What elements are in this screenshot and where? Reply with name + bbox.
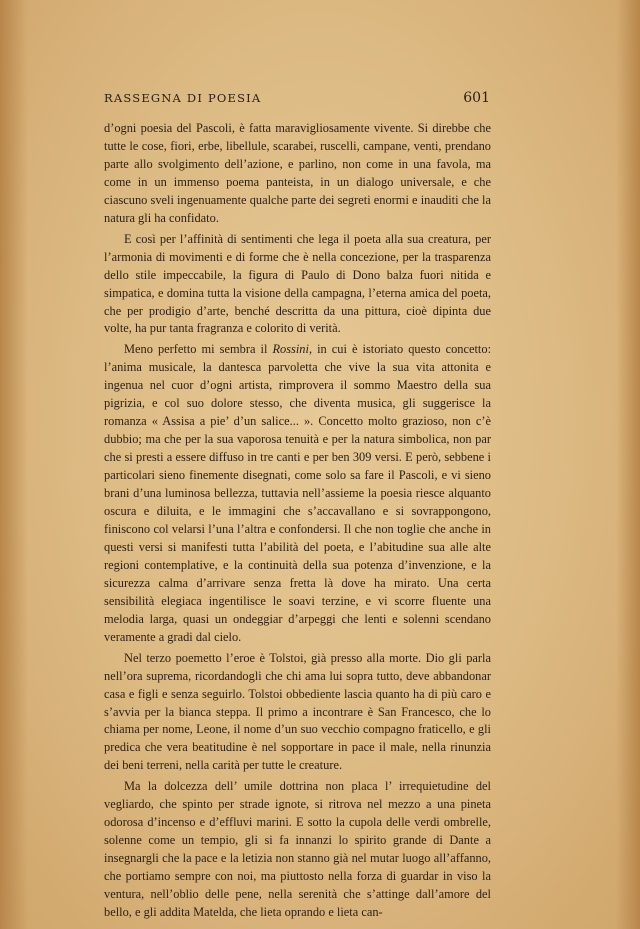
paragraph: Nel terzo poemetto l’eroe è Tolstoi, già presso alla morte. Dio gli parla nell’ora suprema, ricordandogli che chi ama lui sopra tutto, deve abbandonar casa e figli e senza seguirlo. Tolstoi obbediente lascia quanto ha di più caro e s’avvia per la bianca steppa. Il primo a incontrare è San Francesco, che lo chiama per nome, Leone, il nome d’un suo vecchio compagno fraticello, e gli predica che vera beatitudine è nel sopportare in pace il male, nella rinunzia dei beni terreni, nella carità per tutte le creature. <box>104 650 491 773</box>
paragraph <box>104 341 491 646</box>
page-number: 601 <box>463 90 490 106</box>
paragraph-text: in cui è istoriato questo concetto: l’anima musicale, la dantesca parvoletta che vive la sua vita attonita e ingenua nel cuor d’ogni artista, rimprovera il sommo Maestro della sua pigrizia, e col suo dolore stesso, che diventa musica, gli suggerisce la romanza « Assisa a pie’ d’un salice... ». Concetto molto grazioso, non c’è dubbio; ma che per la sua vaporosa tenuità e per la natura simbolica, non par che si presti a essere diffuso in tre canti e per ben 309 versi. E però, sebbene i particolari sieno finemente disegnati, come solo sa fare il Pascoli, e vi sieno brani d’una luminosa bellezza, tuttavia nell’assieme la poesia riesce alquanto oscura e diluita, e le immagini che s’accavallano e si sovrappongono, finiscono col velarsi l’una l’altra e confondersi. Il che non toglie che anche in questi versi si manifesti tutta l’abilità del poeta, e l’abitudine sua alle alte regioni contemplative, e la continuità della sua potenza d’invenzione, e la sicurezza calma d’arrivare senza fretta là dove ha mirato. Una certa sensibilità elegiaca ingentilisce le soavi terzine, e vi scorre fluente una melodia larga, quasi un ondeggiar d’arpeggi che lenti e solenni scendano veramente a gradi dal cielo. <box>104 342 492 644</box>
body-text <box>104 120 491 925</box>
running-head: RASSEGNA DI POESIA <box>104 91 262 105</box>
paragraph-text: Meno perfetto mi sembra il <box>124 342 273 357</box>
page-header <box>104 90 490 106</box>
page-edge-shadow-left <box>0 0 28 929</box>
page-edge-shadow-right <box>616 0 640 929</box>
paragraph: E così per l’affinità di sentimenti che lega il poeta alla sua creatura, per l’armonia di movimenti e di forme che è nella concezione, per la trasparenza dello stile impeccabile, la figura di Paulo di Dono balza fuori nitida e simpatica, e domina tutta la visione della campagna, l’eterna amica del poeta, che per prodigio d’arte, benché descritta da una pittura, cioè dipinta due volte, ha pur tanta fragranza e colorito di verità. <box>104 231 491 336</box>
paragraph: d’ogni poesia del Pascoli, è fatta maravigliosamente vivente. Si direbbe che tutte le cose, fiori, erbe, libellule, scarabei, ruscelli, campane, venti, prendano parte allo svolgimento dell’azione, e parlino, non come in una favola, ma come in un immenso poema panteista, in un dialogo universale, e che ciascuno sveli ingenuamente qualche parte dei segreti enormi e inauditi che la natura gli ha confidato. <box>104 121 491 225</box>
paragraph: Ma la dolcezza dell’ umile dottrina non placa l’ irrequietudine del vegliardo, che spinto per strade ignote, si ritrova nel mezzo a una pineta odorosa d’incenso e d’effluvi marini. E sotto la cupola delle verdi ombrelle, solenne come un tempio, gli si fa innanzi lo spirito grande di Dante a insegnargli che la pace e la letizia non stanno già nel mutar luogo all’affanno, che portiamo sempre con noi, ma piuttosto nella forza di guardar in viso la ventura, nell’oblio delle pene, nella serenità che s’attinge dall’amore del bello, e gli addita Matelda, che lieta oprando e lieta can- <box>104 779 491 919</box>
poem-title: Rossini, <box>272 342 313 357</box>
